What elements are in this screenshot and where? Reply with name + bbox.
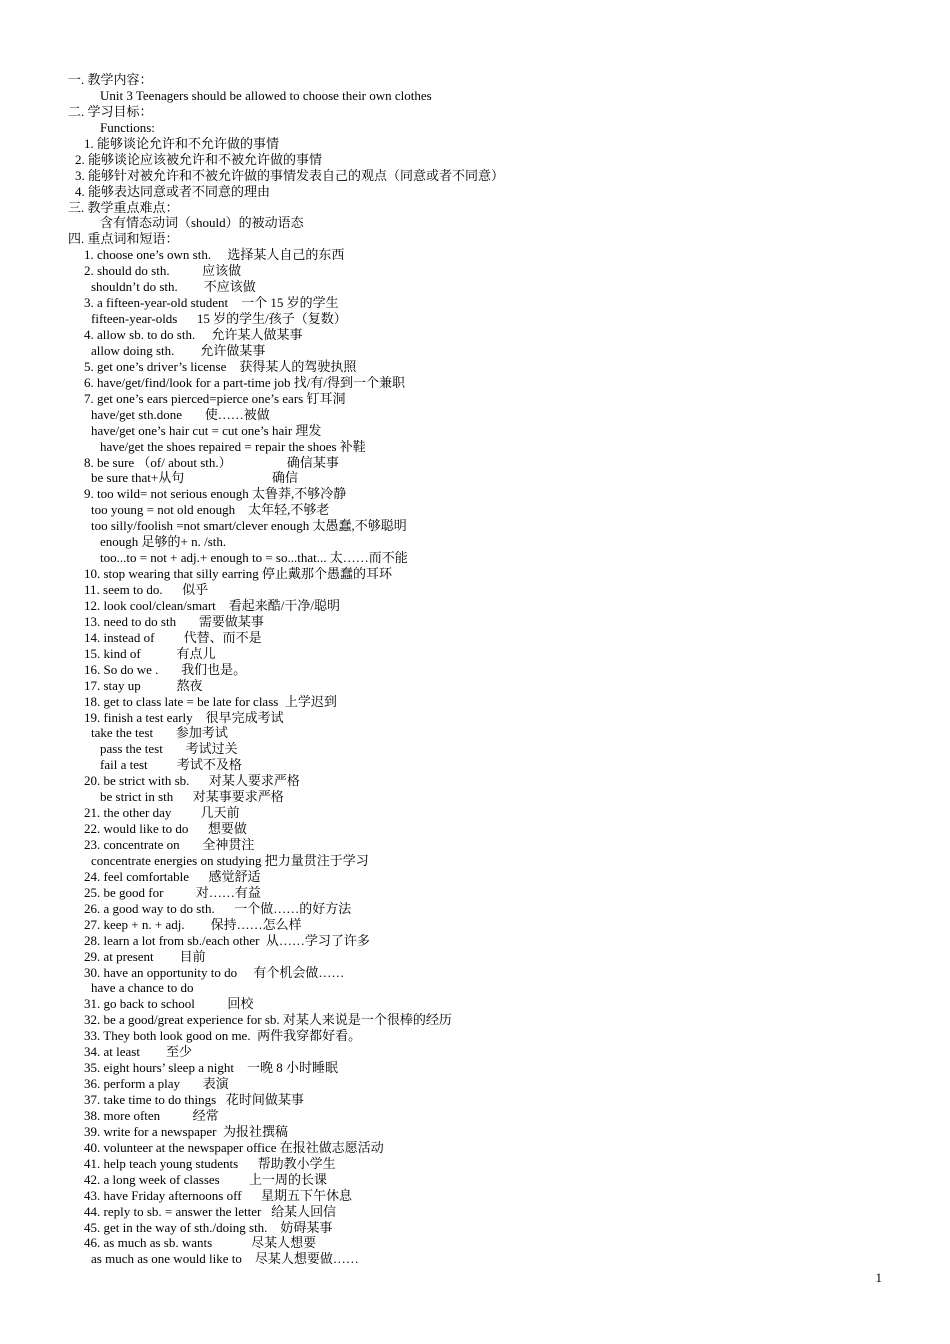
text-line: have a chance to do	[91, 980, 194, 996]
text-line: 11. seem to do. 似乎	[84, 582, 209, 597]
text-line: 含有情态动词（should）的被动语态	[100, 215, 304, 231]
text-line: 23. concentrate on 全神贯注	[84, 837, 255, 852]
text-line: 7. get one’s ears pierced=pierce one’s ears 钉耳洞	[84, 390, 346, 406]
text-line: 27. keep + n. + adj. 保持……怎么样	[84, 916, 302, 932]
text-line: 14. instead of 代替、而不是	[84, 629, 262, 645]
text-line: shouldn’t do sth. 不应该做	[91, 279, 256, 295]
text-line: 二. 学习目标：	[68, 103, 153, 119]
text-line: allow doing sth. 允许做某事	[91, 342, 266, 358]
text-line: 13. need to do sth 需要做某事	[84, 613, 264, 629]
text-line: 17. stay up 熬夜	[84, 677, 203, 693]
text-line: as much as one would like to 尽某人想要做……	[91, 1251, 359, 1267]
text-line: 24. feel comfortable 感觉舒适	[84, 868, 261, 884]
text-line: 3. 能够针对被允许和不被允许做的事情发表自己的观点（同意或者不同意）	[75, 167, 505, 183]
text-line: 1. 能够谈论允许和不允许做的事情	[84, 135, 280, 151]
page-number: 1	[875, 1270, 882, 1285]
text-line: 15. kind of 有点儿	[84, 645, 216, 661]
text-line: 36. perform a play 表演	[84, 1076, 229, 1092]
text-line: 12. look cool/clean/smart 看起来酷/干净/聪明	[84, 597, 340, 613]
text-line: 43. have Friday afternoons off 星期五下午休息	[84, 1187, 353, 1203]
text-line: 1. choose one’s own sth. 选择某人自己的东西	[84, 247, 345, 263]
text-line: 22. would like to do 想要做	[84, 821, 247, 837]
text-line: 33. They both look good on me. 两件我穿都好看。	[84, 1028, 362, 1044]
text-line: 10. stop wearing that silly earring 停止戴那个愚蠢的耳环	[84, 566, 392, 582]
text-line: have/get the shoes repaired = repair the shoes 补鞋	[100, 438, 366, 454]
text-line: 32. be a good/great experience for sb. 对某人来说是一个很棒的经历	[84, 1012, 452, 1028]
text-line: 30. have an opportunity to do 有个机会做……	[84, 964, 345, 980]
text-line: 45. get in the way of sth./doing sth. 妨碍某事	[84, 1219, 333, 1235]
text-line: have/get one’s hair cut = cut one’s hair 理发	[91, 422, 322, 438]
text-line: 37. take time to do things 花时间做某事	[84, 1092, 304, 1107]
text-line: 46. as much as sb. wants 尽某人想要	[84, 1235, 317, 1251]
text-line: 28. learn a lot from sb./each other 从……学习了许多	[84, 932, 370, 948]
text-line: 39. write for a newspaper 为报社撰稿	[84, 1123, 288, 1139]
text-line: too young = not old enough 太年轻,不够老	[91, 502, 330, 518]
text-line: 41. help teach young students 帮助教小学生	[84, 1155, 336, 1171]
text-line: Unit 3 Teenagers should be allowed to choose their own clothes	[100, 87, 432, 103]
text-line: 42. a long week of classes 上一周的长课	[84, 1171, 327, 1187]
text-line: 31. go back to school 回校	[84, 996, 254, 1012]
text-line: 29. at present 目前	[84, 948, 206, 964]
text-line: 21. the other day 几天前	[84, 805, 240, 821]
text-line: pass the test 考试过关	[100, 741, 238, 757]
text-line: 25. be good for 对……有益	[84, 884, 261, 900]
text-line: be strict in sth 对某事要求严格	[100, 789, 284, 805]
text-line: 3. a fifteen-year-old student 一个 15 岁的学生	[84, 295, 339, 311]
text-line: too silly/foolish =not smart/clever enough 太愚蠢,不够聪明	[91, 518, 407, 534]
text-line: enough 足够的+ n. /sth.	[100, 534, 227, 550]
text-line: too...to = not + adj.+ enough to = so...that... 太……而不能	[100, 550, 408, 566]
text-line: 18. get to class late = be late for class 上学迟到	[84, 693, 337, 709]
text-line: fifteen-year-olds 15 岁的学生/孩子（复数）	[91, 311, 347, 327]
text-line: 四. 重点词和短语：	[68, 231, 179, 247]
text-line: take the test 参加考试	[91, 725, 228, 741]
text-line: have/get sth.done 使……被做	[91, 406, 270, 422]
text-line: 20. be strict with sb. 对某人要求严格	[84, 773, 300, 789]
text-line: 16. So do we . 我们也是。	[84, 661, 247, 677]
text-line: 4. 能够表达同意或者不同意的理由	[75, 183, 271, 199]
text-line: 34. at least 至少	[84, 1044, 192, 1060]
text-line: 4. allow sb. to do sth. 允许某人做某事	[84, 327, 303, 342]
text-line: 26. a good way to do sth. 一个做……的好方法	[84, 900, 352, 916]
text-line: 2. should do sth. 应该做	[84, 263, 242, 279]
text-line: 44. reply to sb. = answer the letter 给某人回信	[84, 1203, 337, 1219]
document-body	[0, 72, 950, 1267]
text-line: be sure that+从句 确信	[91, 470, 299, 486]
text-line: concentrate energies on studying 把力量贯注于学习	[91, 852, 369, 868]
text-line: 2. 能够谈论应该被允许和不被允许做的事情	[75, 151, 323, 167]
text-line: 三. 教学重点难点：	[68, 199, 179, 215]
text-line: 8. be sure （of/ about sth.） 确信某事	[84, 454, 339, 470]
text-line: 35. eight hours’ sleep a night 一晚 8 小时睡眠	[84, 1060, 338, 1076]
text-line: 40. volunteer at the newspaper office 在报社做志愿活动	[84, 1139, 384, 1155]
text-line: 9. too wild= not serious enough 太鲁莽,不够冷静	[84, 486, 347, 502]
text-line: fail a test 考试不及格	[100, 757, 242, 773]
text-line: 38. more often 经常	[84, 1107, 219, 1123]
text-line: 19. finish a test early 很早完成考试	[84, 709, 284, 725]
text-line: 5. get one’s driver’s license 获得某人的驾驶执照	[84, 358, 357, 374]
text-line: 6. have/get/find/look for a part-time job 找/有/得到一个兼职	[84, 374, 405, 390]
text-line: 一. 教学内容：	[68, 72, 153, 87]
text-line: Functions:	[100, 119, 155, 135]
